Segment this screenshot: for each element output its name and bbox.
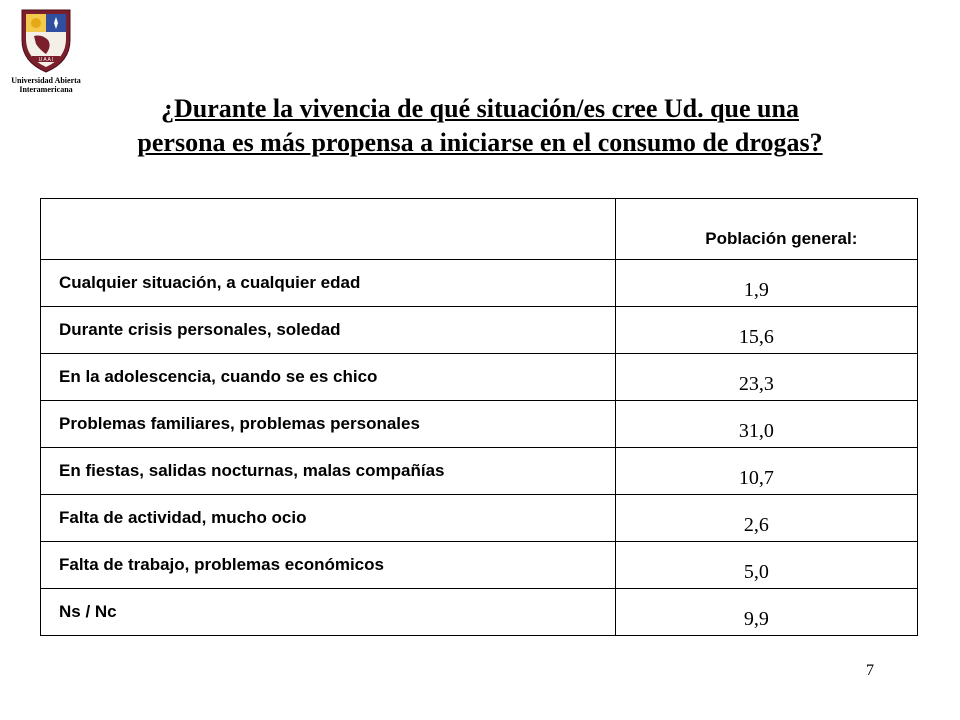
row-value: 15,6 [738, 326, 774, 348]
slide-title [40, 92, 920, 160]
row-value: 10,7 [738, 467, 774, 489]
svg-text:U A A I: U A A I [38, 57, 54, 63]
title-line-1: ¿Durante la vivencia de qué situación/es cree Ud. que una [161, 94, 799, 123]
table-header-row [41, 199, 918, 260]
row-value: 1,9 [743, 279, 769, 301]
table-row [41, 354, 918, 401]
row-value: 2,6 [743, 514, 769, 536]
table-row [41, 260, 918, 307]
row-label: Problemas familiares, problemas personales [59, 414, 420, 433]
shield-crest-icon [6, 6, 86, 76]
header-empty-cell [41, 199, 616, 260]
header-cell [615, 199, 917, 260]
row-label: Durante crisis personales, soledad [59, 320, 341, 339]
table-row [41, 401, 918, 448]
row-label: En fiestas, salidas nocturnas, malas compañías [59, 461, 445, 480]
table-row [41, 448, 918, 495]
results-table [40, 198, 918, 636]
row-value: 5,0 [743, 561, 769, 583]
table-row [41, 307, 918, 354]
table-row [41, 495, 918, 542]
logo-name-line2: Interamericana [19, 85, 73, 94]
row-label: Cualquier situación, a cualquier edad [59, 273, 361, 292]
university-logo [6, 6, 86, 96]
row-value: 9,9 [743, 608, 769, 630]
page-number: 7 [866, 662, 874, 679]
table-row [41, 542, 918, 589]
row-value: 31,0 [738, 420, 774, 442]
row-value: 23,3 [738, 373, 774, 395]
logo-name-line1: Universidad Abierta [11, 76, 81, 85]
title-line-2: persona es más propensa a iniciarse en el consumo de drogas? [137, 128, 823, 157]
row-label: Falta de trabajo, problemas económicos [59, 555, 384, 574]
row-label: En la adolescencia, cuando se es chico [59, 367, 378, 386]
column-header-poblacion: Población general: [705, 229, 858, 248]
row-label: Ns / Nc [59, 602, 117, 621]
row-label: Falta de actividad, mucho ocio [59, 508, 307, 527]
table-row [41, 589, 918, 636]
